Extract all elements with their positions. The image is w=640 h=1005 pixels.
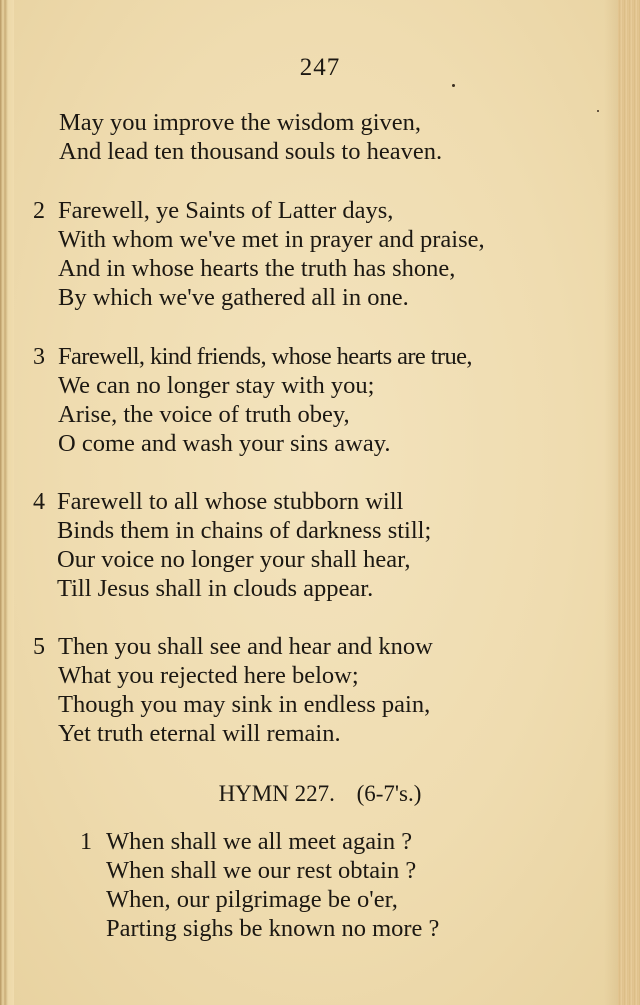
verse-line: By which we've gathered all in one. — [58, 284, 409, 311]
paper-speck — [452, 84, 455, 87]
verse-line: And lead ten thousand souls to heaven. — [59, 138, 443, 165]
verse-line: What you rejected here below; — [58, 662, 359, 689]
verse-line: When, our pilgrimage be o'er, — [106, 886, 398, 913]
page-shadow — [604, 0, 618, 1005]
verse-line: Arise, the voice of truth obey, — [58, 401, 350, 428]
verse-line: Farewell, ye Saints of Latter days, — [58, 197, 394, 224]
verse-line: Till Jesus shall in clouds appear. — [57, 575, 374, 602]
verse-line: Binds them in chains of darkness still; — [57, 517, 432, 544]
verse-number: 1 — [80, 829, 92, 855]
page-fore-edge — [618, 0, 640, 1005]
verse-line: Farewell to all whose stubborn will — [57, 488, 404, 515]
verse-number: 3 — [33, 344, 45, 370]
verse-line: O come and wash your sins away. — [58, 430, 391, 457]
verse-line: Farewell, kind friends, whose hearts are true, — [58, 343, 472, 370]
verse-number: 2 — [33, 198, 45, 224]
hymn-title: HYMN 227. — [218, 781, 335, 806]
verse-line: Yet truth eternal will remain. — [58, 720, 341, 747]
verse-line: When shall we all meet again ? — [106, 828, 413, 855]
verse-line: Our voice no longer your shall hear, — [57, 546, 411, 573]
verse-line: We can no longer stay with you; — [58, 372, 375, 399]
verse-line: When shall we our rest obtain ? — [106, 857, 417, 884]
hymn-heading — [0, 781, 640, 807]
verse-line: With whom we've met in prayer and praise, — [58, 226, 485, 253]
page-binding-edge — [0, 0, 14, 1005]
verse-line: Though you may sink in endless pain, — [58, 691, 431, 718]
verse-line: And in whose hearts the truth has shone, — [58, 255, 456, 282]
verse-number: 5 — [33, 634, 45, 660]
verse-number: 4 — [33, 489, 45, 515]
verse-line: Parting sighs be known no more ? — [106, 915, 440, 942]
hymn-meter: (6-7's.) — [356, 781, 422, 806]
verse-line: May you improve the wisdom given, — [59, 109, 422, 136]
verse-line: Then you shall see and hear and know — [58, 633, 433, 660]
paper-speck — [597, 110, 599, 112]
page-number: 247 — [299, 54, 341, 81]
